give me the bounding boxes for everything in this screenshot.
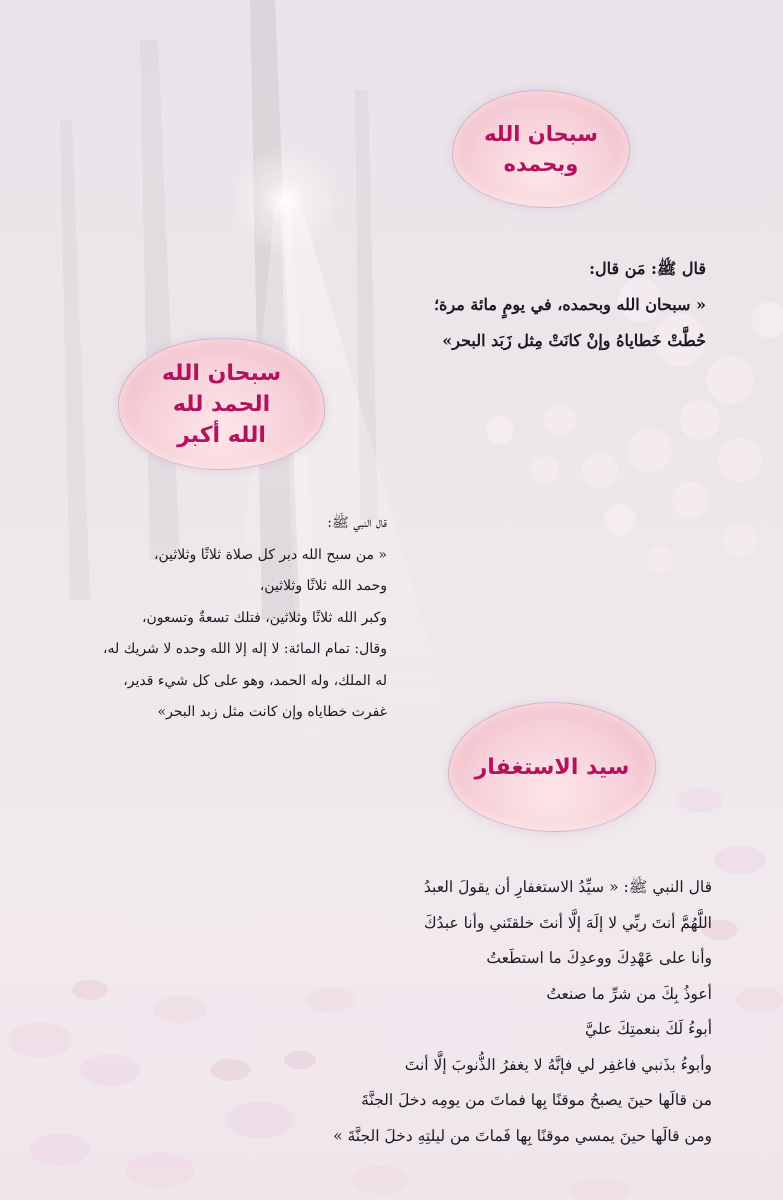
hadith-line: من قالَها حينَ يصبحُ موقنًا بِها فماتَ من يومِه دخلَ الجنَّةَ [361,1091,712,1109]
title-badge-tasbih-tahmid-takbir [118,338,325,470]
hadith-line: حُطَّتْ خَطاياهُ وإنْ كانَتْ مِثل زَبَد البحر» [442,331,706,350]
badge-title-line: الله أكبر [177,422,266,448]
hadith-line: أعوذُ بِكَ من شرِّ ما صنعتُ [546,984,712,1003]
hadith-line: ومن قالَها حينَ يمسي موقنًا بِها فَماتَ من ليلتِهِ دخلَ الجنَّةَ » [333,1126,712,1145]
hadith-line: وأنا على عَهْدِكَ ووعدِكَ ما استطَعتُ [486,949,712,967]
hadith-line: أبوءُ لَكَ بنعمتِكَ عليَّ [585,1020,712,1038]
badge-title-line: سبحان الله [161,360,282,386]
hadith-line: وكبر الله ثلاثًا وثلاثين، فتلك تسعةٌ وتسعون، [141,609,387,626]
hadith-line: قال ﷺ: مَن قال: [589,259,706,278]
hadith-text-tasbih-100 [266,251,706,359]
hadith-line: اللَّهُمَّ أنتَ ربِّي لا إلَهَ إلَّا أنتَ خلقتَني وأنا عبدُكَ [423,913,712,932]
title-badge-subhanallah-wabihamdihi [452,90,630,208]
hadith-line: وحمد الله ثلاثًا وثلاثين، [259,578,387,594]
hadith-line: غفرت خطاياه وإن كانت مثل زبد البحر» [157,704,387,720]
badge-title-line: سبحان الله [484,122,598,146]
hadith-line: وقال: تمام المائة: لا إله إلا الله وحده لا شريك له، [102,641,387,657]
badge-title-line: وبحمده [503,152,579,176]
hadith-line: وأبوءُ بذَنبي فاغفِر لي فإنَّهُ لا يغفرُ الذُّنوبَ إلَّا أنتَ [404,1055,712,1074]
badge-title-line: الحمد لله [172,391,271,417]
badge-title: سيد الاستغفار [474,754,630,780]
hadith-text-after-prayer [47,508,387,729]
hadith-line: « سبحان الله وبحمده، في يومٍ مائة مرة؛ [433,295,706,314]
hadith-line: قال النبي ﷺ: [327,515,387,531]
hadith-line: قال النبي ﷺ: « سيِّدُ الاستغفارِ أن يقولَ العبدُ [423,878,712,896]
hadith-line: له الملك، وله الحمد، وهو على كل شيء قدير، [123,672,387,689]
hadith-text-sayyid-al-istighfar [272,870,712,1154]
hadith-line: « من سبح الله دبر كل صلاة ثلاثًا وثلاثين، [153,546,387,563]
title-badge-sayyid-al-istighfar [448,702,656,832]
